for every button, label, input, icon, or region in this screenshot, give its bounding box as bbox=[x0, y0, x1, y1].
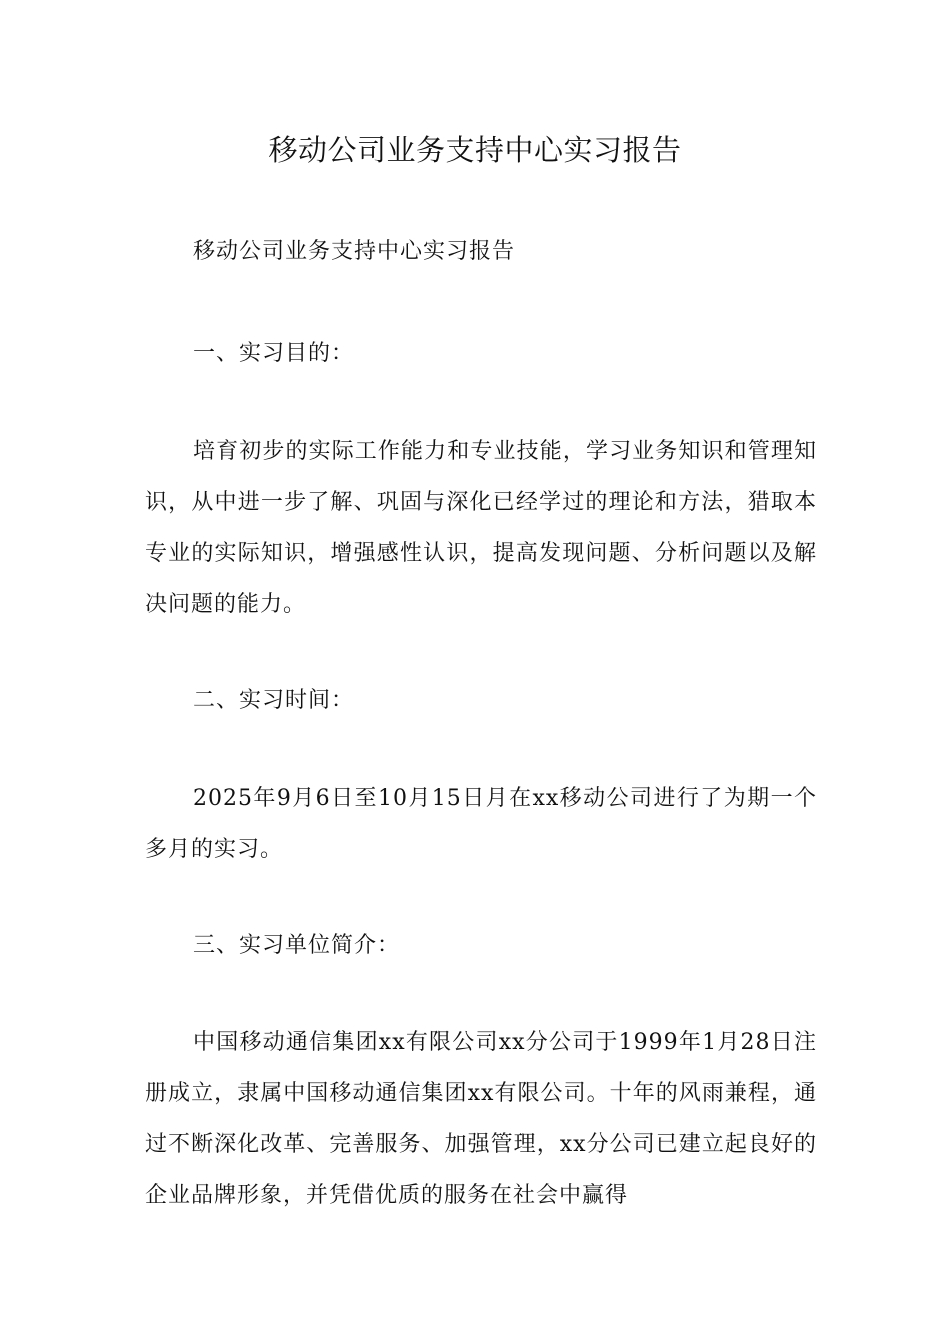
section-heading-company: 三、实习单位简介： bbox=[193, 933, 401, 958]
subtitle-paragraph: 移动公司业务支持中心实习报告 bbox=[193, 239, 516, 264]
document-title: 移动公司业务支持中心实习报告 bbox=[268, 133, 682, 167]
section-heading-time: 二、实习时间： bbox=[193, 688, 355, 713]
purpose-paragraph: 培育初步的实际工作能力和专业技能，学习业务知识和管理知识，从中进一步了解、巩固与深化已经学过的理论和方法，猎取本专业的实际知识，增强感性认识，提高发现问题、分析问题以及解决问题的能力。 bbox=[145, 439, 817, 617]
time-paragraph: 2025年9月6日至10月15日月在xx移动公司进行了为期一个多月的实习。 bbox=[145, 786, 817, 862]
company-paragraph: 中国移动通信集团xx有限公司xx分公司于1999年1月28日注册成立，隶属中国移动通信集团xx有限公司。十年的风雨兼程，通过不断深化改革、完善服务、加强管理，xx分公司已建立起良好的企业品牌形象，并凭借优质的服务在社会中赢得 bbox=[145, 1030, 817, 1208]
section-heading-purpose: 一、实习目的： bbox=[193, 341, 355, 366]
